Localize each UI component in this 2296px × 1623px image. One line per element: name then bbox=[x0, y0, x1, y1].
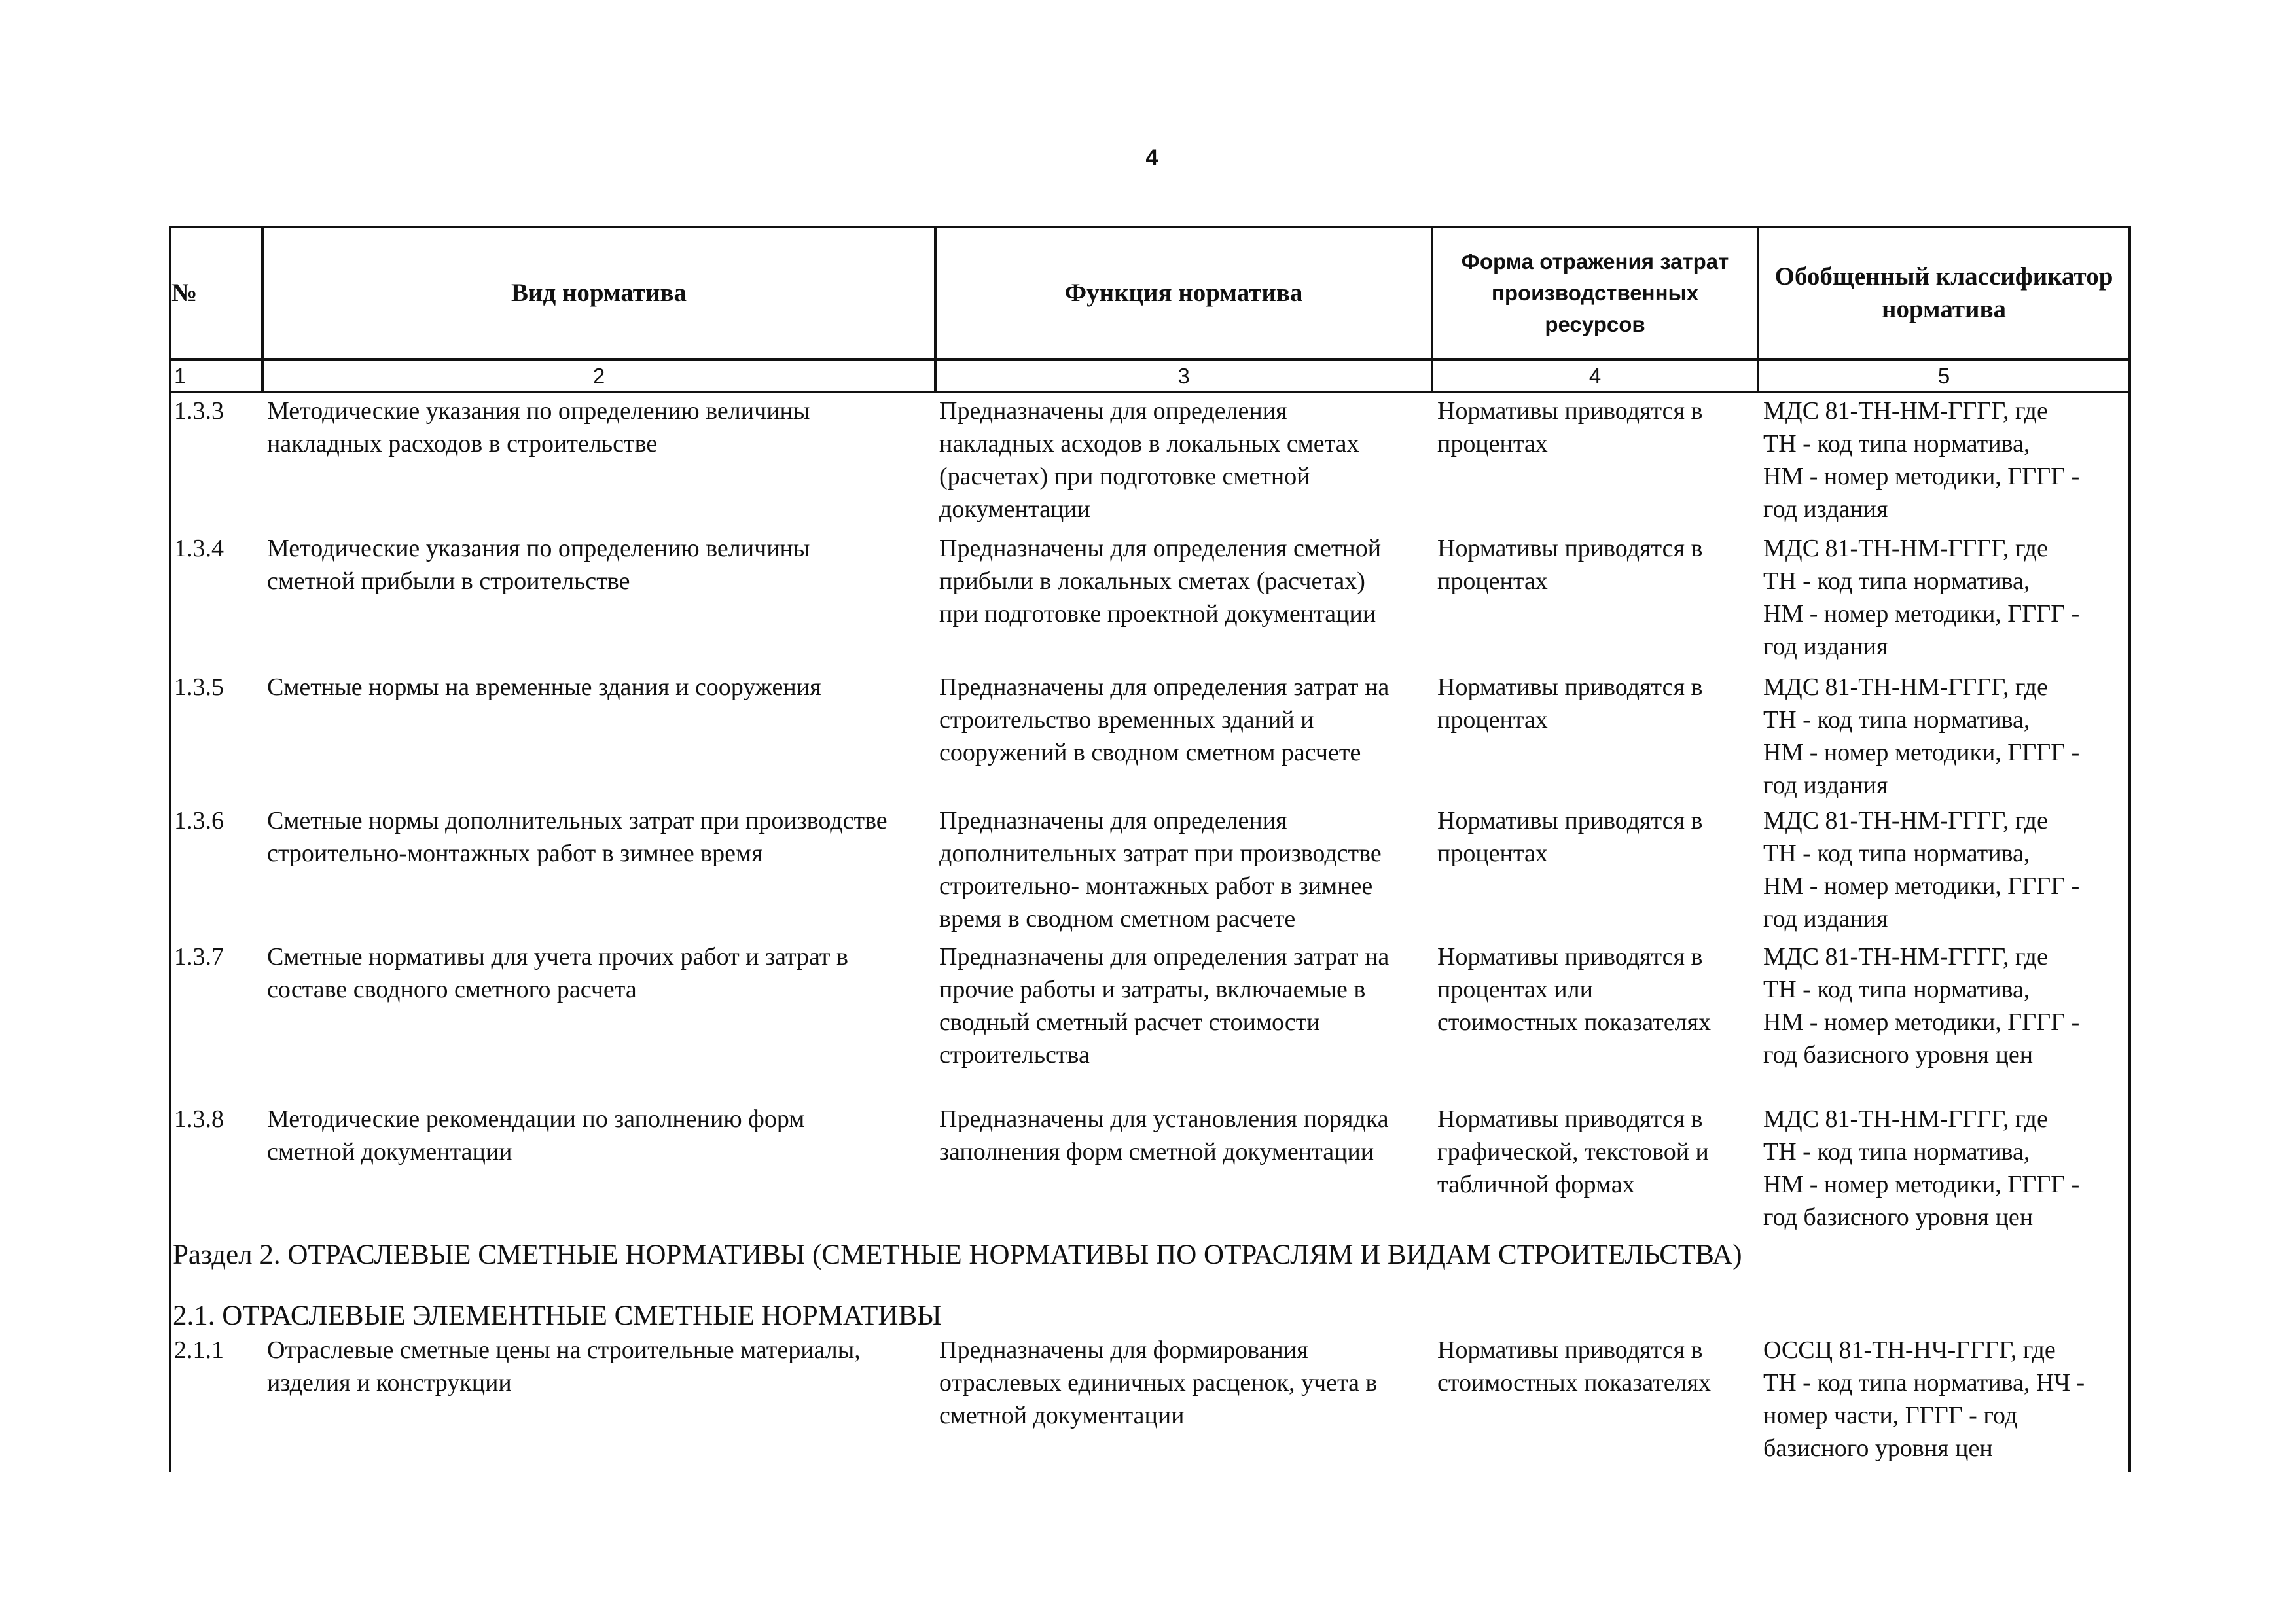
table-right-border bbox=[2128, 226, 2131, 1472]
row-4-form: Нормативы приводятся в процентах bbox=[1437, 807, 1703, 867]
row-4-type: Сметные нормы дополнительных затрат при производстве строительно-монтажных работ в зимнее время bbox=[267, 807, 888, 867]
row-1-number: 1.3.3 bbox=[174, 397, 224, 425]
row-1-type: Методические указания по определению величины накладных расходов в строительстве bbox=[267, 397, 810, 457]
row-7-classifier: ОССЦ 81-ТН-НЧ-ГГГГ, где ТН - код типа норматива, НЧ - номер части, ГГГГ - год базисного уровня цен bbox=[1763, 1336, 2085, 1462]
row-6-form: Нормативы приводятся в графической, текстовой и табличной формах bbox=[1437, 1105, 1709, 1198]
row-2-type: Методические указания по определению величины сметной прибыли в строительстве bbox=[267, 535, 810, 595]
row-7-form: Нормативы приводятся в стоимостных показателях bbox=[1437, 1336, 1712, 1397]
row-3-form: Нормативы приводятся в процентах bbox=[1437, 673, 1703, 734]
row-3-classifier: МДС 81-ТН-НМ-ГГГГ, где ТН - код типа норматива, НМ - номер методики, ГГГГ - год издания bbox=[1763, 673, 2080, 799]
row-7-number: 2.1.1 bbox=[174, 1336, 224, 1364]
row-4-classifier: МДС 81-ТН-НМ-ГГГГ, где ТН - код типа норматива, НМ - номер методики, ГГГГ - год издания bbox=[1763, 807, 2080, 933]
colnum-3: 3 bbox=[1177, 364, 1190, 388]
row-1-function: Предназначены для определения накладных асходов в локальных сметах (расчетах) при подготовке сметной документации bbox=[939, 397, 1359, 523]
row-5-type: Сметные нормативы для учета прочих работ и затрат в составе сводного сметного расчета bbox=[267, 943, 848, 1003]
row-7-function: Предназначены для формирования отраслевых единичных расценок, учета в сметной документации bbox=[939, 1336, 1378, 1429]
row-6-type: Методические рекомендации по заполнению форм сметной документации bbox=[267, 1105, 805, 1166]
row-5-classifier: МДС 81-ТН-НМ-ГГГГ, где ТН - код типа норматива, НМ - номер методики, ГГГГ - год базисного уровня цен bbox=[1763, 943, 2080, 1069]
normatives-table bbox=[169, 226, 2131, 1472]
row-3-type: Сметные нормы на временные здания и сооружения bbox=[267, 673, 821, 701]
row-3-function: Предназначены для определения затрат на строительство временных зданий и сооружений в сводном сметном расчете bbox=[939, 673, 1390, 766]
row-2-form: Нормативы приводятся в процентах bbox=[1437, 535, 1703, 595]
header-col-number: № bbox=[171, 279, 198, 307]
row-2-number: 1.3.4 bbox=[174, 535, 224, 562]
colnum-4: 4 bbox=[1588, 364, 1602, 388]
row-4-function: Предназначены для определения дополнительных затрат при производстве строительно- монтажных работ в зимнее время в сводном сметном расчете bbox=[939, 807, 1382, 933]
header-bottom-border bbox=[169, 358, 2131, 361]
row-5-form: Нормативы приводятся в процентах или стоимостных показателях bbox=[1437, 943, 1712, 1036]
row-2-function: Предназначены для определения сметной прибыли в локальных сметах (расчетах) при подготовке проектной документации bbox=[939, 535, 1382, 628]
colnum-bottom-border bbox=[169, 391, 2131, 393]
page-number: 4 bbox=[1145, 145, 1158, 170]
colnum-5: 5 bbox=[1937, 364, 1950, 388]
row-1-classifier: МДС 81-ТН-НМ-ГГГГ, где ТН - код типа норматива, НМ - номер методики, ГГГГ - год издания bbox=[1763, 397, 2080, 523]
header-col-function: Функция норматива bbox=[1064, 279, 1303, 307]
colnum-2: 2 bbox=[592, 364, 605, 388]
row-6-classifier: МДС 81-ТН-НМ-ГГГГ, где ТН - код типа норматива, НМ - номер методики, ГГГГ - год базисного уровня цен bbox=[1763, 1105, 2080, 1231]
colnum-1: 1 bbox=[174, 364, 187, 388]
header-col-type: Вид норматива bbox=[511, 279, 687, 307]
row-3-number: 1.3.5 bbox=[174, 673, 224, 701]
row-5-function: Предназначены для определения затрат на прочие работы и затраты, включаемые в сводный сметный расчет стоимости строительства bbox=[939, 943, 1390, 1069]
section-2-title: Раздел 2. ОТРАСЛЕВЫЕ СМЕТНЫЕ НОРМАТИВЫ (СМЕТНЫЕ НОРМАТИВЫ ПО ОТРАСЛЯМ И ВИДАМ СТРОИТЕЛЬСТВА) bbox=[173, 1240, 1742, 1270]
header-col-classifier: Обобщенный классификатор норматива bbox=[1774, 262, 2113, 323]
table-left-border bbox=[169, 226, 171, 1472]
row-6-function: Предназначены для установления порядка заполнения форм сметной документации bbox=[939, 1105, 1389, 1166]
subsection-2-1-title: 2.1. ОТРАСЛЕВЫЕ ЭЛЕМЕНТНЫЕ СМЕТНЫЕ НОРМАТИВЫ bbox=[173, 1300, 942, 1331]
row-1-form: Нормативы приводятся в процентах bbox=[1437, 397, 1703, 457]
row-4-number: 1.3.6 bbox=[174, 807, 224, 834]
row-6-number: 1.3.8 bbox=[174, 1105, 224, 1133]
row-7-type: Отраслевые сметные цены на строительные материалы, изделия и конструкции bbox=[267, 1336, 861, 1397]
row-5-number: 1.3.7 bbox=[174, 943, 224, 971]
row-2-classifier: МДС 81-ТН-НМ-ГГГГ, где ТН - код типа норматива, НМ - номер методики, ГГГГ - год издания bbox=[1763, 535, 2080, 660]
header-col-form: Форма отражения затрат производственных ресурсов bbox=[1461, 249, 1729, 336]
